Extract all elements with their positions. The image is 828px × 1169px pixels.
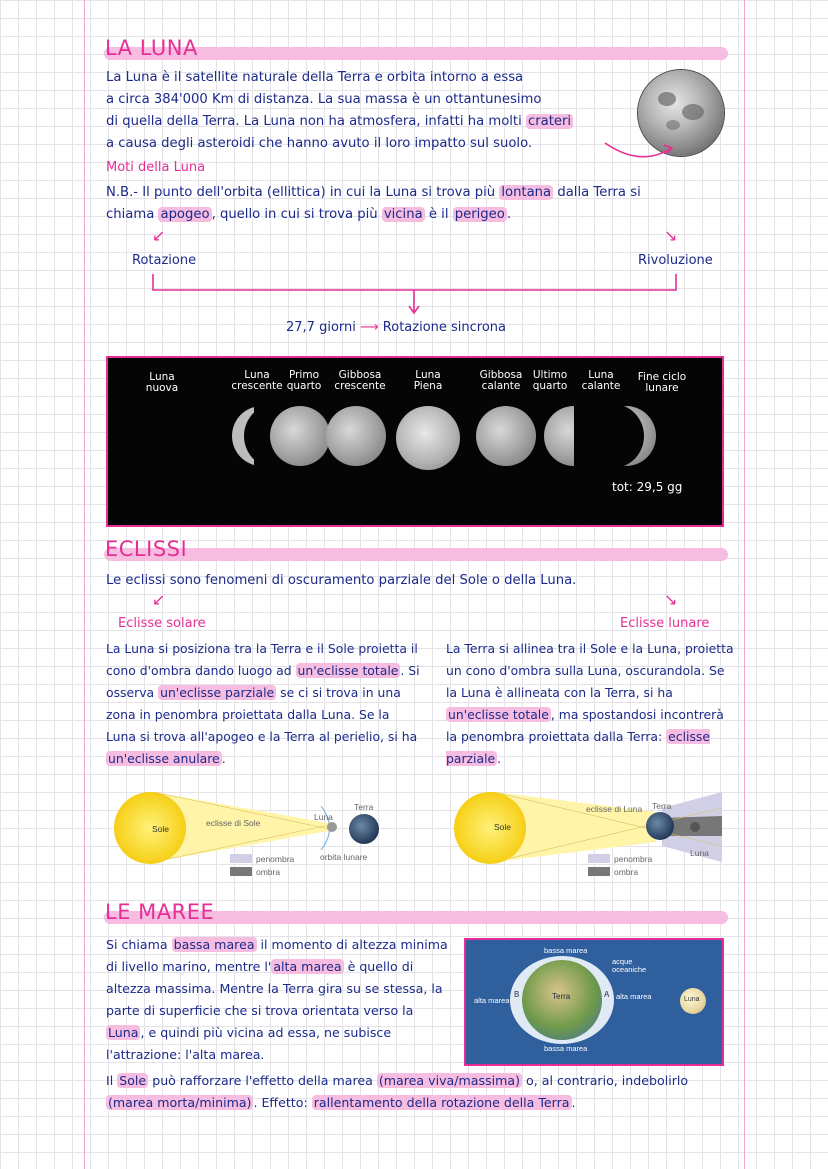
- lunar-partial-highlight: eclisse parziale: [446, 729, 710, 766]
- cycle-total: tot: 29,5 gg: [612, 480, 683, 494]
- apogeo-highlight: apogeo: [160, 207, 210, 222]
- section-title-tides: LE MAREE: [105, 900, 215, 924]
- perigeo-highlight: perigeo: [454, 207, 505, 222]
- tides-text-a: Si chiama: [106, 937, 168, 952]
- lunar-text-c: .: [497, 751, 502, 766]
- diagram-sun-label: Sole: [494, 822, 512, 832]
- moon-first-quarter: [270, 406, 330, 466]
- moon-paragraph: [106, 67, 631, 155]
- diagram-sun-label: Sole: [152, 824, 170, 834]
- moon-waning-gibbous: [476, 406, 536, 466]
- solar-text-a: La Luna si posiziona tra la Terra e il Sole proietta il cono d'ombra dando luogo ad: [106, 641, 418, 678]
- sun-icon: [454, 792, 526, 864]
- line2-e: .: [571, 1095, 576, 1110]
- arrow-right: ↘: [664, 226, 678, 245]
- lunar-eclipse-text: [446, 638, 736, 770]
- tides-text-d: , e quindi più vicina ad essa, ne subisce l'attrazione: l'alta marea.: [106, 1025, 392, 1062]
- note-part-b: dalla Terra si: [557, 185, 641, 200]
- note-part-d: , quello in cui si trova più: [211, 207, 378, 222]
- moon-waxing-gibbous: [326, 406, 386, 466]
- spring-tide-highlight: (marea viva/massima): [378, 1073, 521, 1088]
- moon-full: [396, 406, 460, 470]
- tides-text-c: è quello di altezza massima. Mentre la Terra gira su se stessa, la parte di superficie che si trova orientata verso la: [106, 959, 443, 1018]
- margin-line-right: [744, 0, 745, 1169]
- diagram-penumbra-label: penombra: [256, 854, 295, 864]
- note-part-a: N.B.- Il punto dell'orbita (ellittica) in cui la Luna si trova più: [106, 185, 496, 200]
- lunar-total-highlight: un'eclisse totale: [448, 707, 549, 722]
- apogee-note-line-1: [106, 182, 726, 204]
- eclipse-intro: Le eclissi sono fenomeni di oscuramento parziale del Sole o della Luna.: [106, 573, 577, 588]
- earth-icon: [349, 814, 379, 844]
- lunar-eclipse-diagram: [446, 786, 726, 886]
- moon-line-1: La Luna è il satellite naturale della Terra e orbita intorno a essa: [106, 70, 524, 85]
- moon-line-4: a causa degli asteroidi che hanno avuto il loro impatto sul suolo.: [106, 136, 533, 151]
- point-b-label: B: [514, 990, 520, 999]
- section-title-eclipse: ECLISSI: [105, 537, 188, 561]
- sync-rotation: [286, 320, 506, 335]
- phase-label-full: Luna Piena: [413, 369, 443, 392]
- high-tide-right-label: alta marea: [616, 992, 652, 1001]
- moon-line-2: a circa 384'000 Km di distanza. La sua massa è un ottantunesimo: [106, 92, 542, 107]
- diagram-umbra-label: ombra: [256, 867, 281, 877]
- moon-icon: [327, 822, 337, 832]
- diagram-moon-label: Luna: [690, 848, 709, 858]
- line2-a: Il: [106, 1073, 114, 1088]
- solar-eclipse-text: [106, 638, 422, 770]
- phase-label-cycle-end: Fine ciclo lunare: [637, 371, 687, 394]
- tides-conclusion: [106, 1070, 736, 1114]
- sync-days: 27,7 giorni: [286, 320, 356, 335]
- arrow-right: ↘: [664, 590, 678, 609]
- tides-diagram: [464, 938, 724, 1066]
- sync-label: Rotazione sincrona: [382, 320, 507, 335]
- title-highlight: [104, 548, 728, 561]
- phase-label-waxing-crescent: Luna crescente: [231, 369, 283, 392]
- earth-label: Terra: [552, 992, 571, 1001]
- earth-icon: [646, 812, 674, 840]
- solar-text-d: .: [221, 751, 226, 766]
- apogee-note: [106, 182, 726, 226]
- neap-tide-highlight: (marea morta/minima): [108, 1095, 252, 1110]
- lunar-text-a: La Terra si allinea tra il Sole e la Luna, proietta un cono d'ombra sulla Luna, oscurandola. Se la Luna è allineata con la Terra, si ha: [446, 641, 734, 700]
- low-tide-highlight: bassa marea: [173, 937, 255, 952]
- arrow-left: ↙: [152, 590, 166, 609]
- moon-line-3-text: di quella della Terra. La Luna non ha atmosfera, infatti ha molti: [106, 114, 522, 129]
- diagram-eclipse-label: eclisse di Luna: [586, 804, 643, 814]
- moon-line-3: [106, 111, 631, 133]
- point-a-label: A: [604, 990, 610, 999]
- diagram-penumbra-label: penombra: [614, 854, 653, 864]
- diagram-earth-label: Terra: [354, 802, 374, 812]
- crateri-arrow: [600, 135, 680, 165]
- rotation-label: Rotazione: [132, 253, 197, 268]
- tides-paragraph: [106, 934, 452, 1066]
- note-part-e: è il: [428, 207, 449, 222]
- phase-label-waxing-gibbous: Gibbosa crescente: [334, 369, 386, 392]
- line2-c: o, al contrario, indebolirlo: [526, 1073, 689, 1088]
- sun-highlight: Sole: [119, 1073, 147, 1088]
- lontana-highlight: lontana: [501, 185, 552, 200]
- diagram-orbit-label: orbita lunare: [320, 852, 368, 862]
- solar-eclipse-title: Eclisse solare: [118, 616, 206, 631]
- note-part-c: chiama: [106, 207, 155, 222]
- phase-label-first-quarter: Primo quarto: [286, 369, 322, 392]
- lunar-text-b: , ma spostandosi incontrerà la penombra proiettata dalla Terra:: [446, 707, 724, 744]
- annular-eclipse-highlight: un'eclisse anulare: [108, 751, 220, 766]
- solar-text-b: . Si osserva: [106, 663, 420, 700]
- sync-arrow-icon: ⟶: [360, 320, 379, 335]
- arrow-left: ↙: [152, 226, 166, 245]
- solar-text-c: se ci si trova in una zona in penombra proiettata dalla Luna. Se la Luna si trova all'apogeo e la Terra al perielio, si ha: [106, 685, 418, 744]
- vicina-highlight: vicina: [383, 207, 423, 222]
- moon-icon: [690, 822, 700, 832]
- bracket-connector: [148, 272, 688, 318]
- partial-eclipse-highlight: un'eclisse parziale: [160, 685, 275, 700]
- sun-icon: [114, 792, 186, 864]
- waters-label: acque oceaniche: [612, 957, 647, 974]
- craters-highlight: crateri: [527, 114, 572, 129]
- note-part-f: .: [506, 207, 512, 222]
- apogee-note-line-2: [106, 204, 726, 226]
- high-tide-highlight: alta marea: [273, 959, 342, 974]
- diagram-moon-label: Luna: [314, 812, 333, 822]
- line2-b: può rafforzare l'effetto della marea: [152, 1073, 373, 1088]
- diagram-eclipse-label: eclisse di Sole: [206, 818, 261, 828]
- phase-label-new: Luna nuova: [145, 371, 179, 394]
- moon-highlight: Luna: [108, 1025, 139, 1040]
- diagram-umbra-label: ombra: [614, 867, 639, 877]
- diagram-earth-label: Terra: [652, 801, 672, 811]
- solar-eclipse-diagram: [106, 786, 406, 886]
- phase-label-last-quarter: Ultimo quarto: [532, 369, 568, 392]
- moon-phases-panel: [106, 356, 724, 527]
- low-tide-bottom-label: bassa marea: [544, 1044, 588, 1053]
- line2-d: . Effetto:: [253, 1095, 308, 1110]
- tides-text-b: il momento di altezza minima di livello marino, mentre l': [106, 937, 448, 974]
- section-title-moon: LA LUNA: [105, 36, 198, 60]
- low-tide-top-label: bassa marea: [544, 946, 588, 955]
- motions-title: Moti della Luna: [106, 160, 206, 175]
- phase-label-waning-gibbous: Gibbosa calante: [479, 369, 523, 392]
- revolution-label: Rivoluzione: [638, 253, 713, 268]
- moon-label: Luna: [684, 996, 700, 1003]
- high-tide-left-label: alta marea: [474, 996, 510, 1005]
- total-eclipse-highlight: un'eclisse totale: [297, 663, 399, 678]
- phase-label-waning-crescent: Luna calante: [581, 369, 621, 392]
- margin-line-left: [84, 0, 85, 1169]
- lunar-eclipse-title: Eclisse lunare: [620, 616, 710, 631]
- effect-highlight: rallentamento della rotazione della Terra: [313, 1095, 570, 1110]
